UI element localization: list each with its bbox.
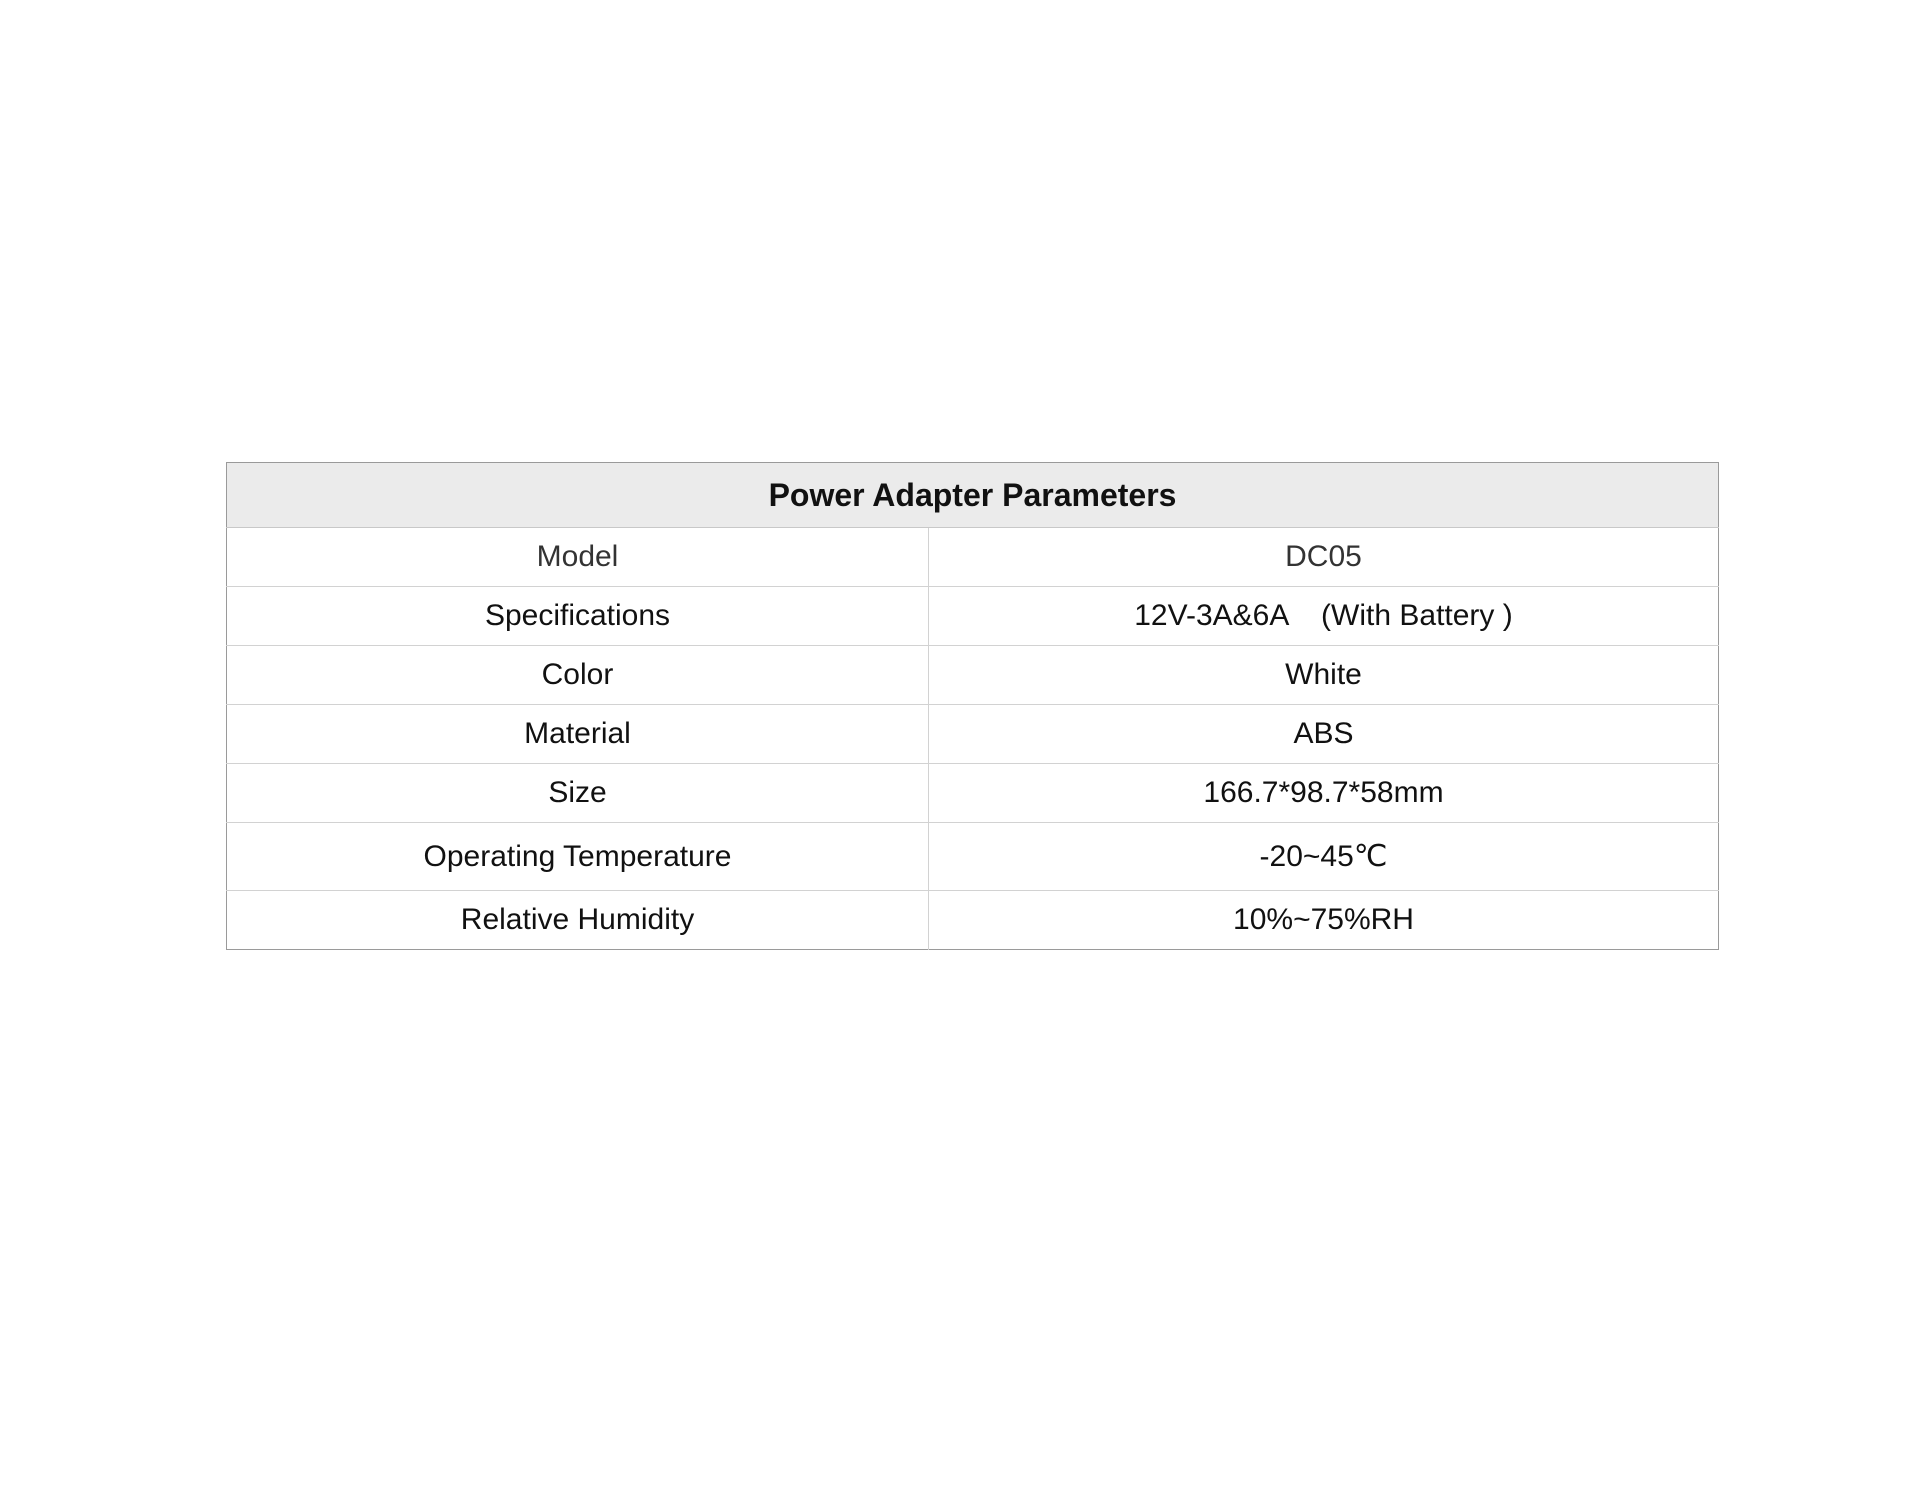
row-label: Model — [227, 528, 929, 587]
row-value: White — [929, 646, 1719, 705]
row-value: -20~45℃ — [929, 823, 1719, 891]
table-row-operating-temperature — [227, 823, 1719, 891]
table-title: Power Adapter Parameters — [227, 463, 1719, 528]
table-row-model — [227, 528, 1719, 587]
row-label: Color — [227, 646, 929, 705]
table-row-size — [227, 764, 1719, 823]
row-label: Material — [227, 705, 929, 764]
row-value: 166.7*98.7*58mm — [929, 764, 1719, 823]
parameters-table — [226, 462, 1719, 950]
row-label: Operating Temperature — [227, 823, 929, 891]
table-row-specifications — [227, 587, 1719, 646]
table-header-row — [227, 463, 1719, 528]
row-value: 12V-3A&6A (With Battery ) — [929, 587, 1719, 646]
row-value: 10%~75%RH — [929, 891, 1719, 950]
table-row-relative-humidity — [227, 891, 1719, 950]
row-label: Size — [227, 764, 929, 823]
row-label: Relative Humidity — [227, 891, 929, 950]
table-row-material — [227, 705, 1719, 764]
row-value: DC05 — [929, 528, 1719, 587]
row-value: ABS — [929, 705, 1719, 764]
table-row-color — [227, 646, 1719, 705]
row-label: Specifications — [227, 587, 929, 646]
